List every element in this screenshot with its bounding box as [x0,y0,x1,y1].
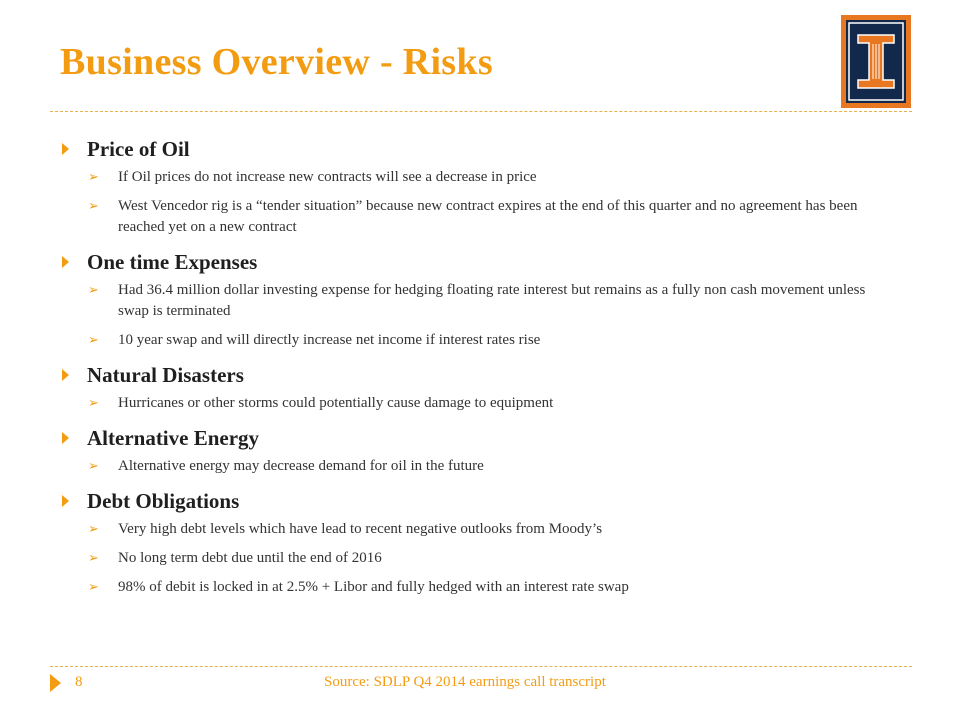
list-item-text: 10 year swap and will directly increase net income if interest rates rise [118,332,541,348]
university-logo-icon [841,15,911,108]
list-item [88,519,910,540]
triangle-bullet-icon [62,432,69,444]
section-heading [60,485,910,517]
list-item-text: Alternative energy may decrease demand for oil in the future [118,458,484,474]
section-alternative-energy [60,422,910,477]
chevron-right-icon: ➢ [88,333,99,348]
chevron-right-icon: ➢ [88,580,99,595]
list-item-text: Had 36.4 million dollar investing expense for hedging floating rate interest but remains as a fully non cash movement unless swap is terminated [118,282,866,319]
section-heading [60,133,910,165]
slide-content [60,133,910,606]
chevron-right-icon: ➢ [88,199,99,214]
chevron-right-icon: ➢ [88,522,99,537]
section-natural-disasters [60,359,910,414]
list-item [88,577,910,598]
chevron-right-icon: ➢ [88,551,99,566]
bottom-divider [50,666,912,667]
list-item-text: Very high debt levels which have lead to recent negative outlooks from Moody’s [118,521,603,537]
page-number: 8 [75,674,83,690]
list-item [88,393,910,414]
list-item [88,167,910,188]
list-item-text: If Oil prices do not increase new contracts will see a decrease in price [118,169,537,185]
triangle-bullet-icon [62,369,69,381]
heading-text: One time Expenses [87,249,258,274]
list-item [88,456,910,477]
chevron-right-icon: ➢ [88,396,99,411]
section-one-time-expenses [60,246,910,351]
top-divider [50,111,912,112]
heading-text: Price of Oil [87,136,190,161]
source-citation: Source: SDLP Q4 2014 earnings call transcript [324,674,606,690]
slide-title: Business Overview - Risks [60,41,493,83]
list-item [88,196,910,238]
section-heading [60,246,910,278]
list-item [88,330,910,351]
heading-text: Natural Disasters [87,362,244,387]
list-item-text: No long term debt due until the end of 2016 [118,550,382,566]
list-item [88,280,910,322]
section-debt-obligations [60,485,910,598]
triangle-bullet-icon [62,495,69,507]
list-item [88,548,910,569]
chevron-right-icon: ➢ [88,459,99,474]
footer-triangle-icon [50,674,61,692]
section-price-of-oil [60,133,910,238]
heading-text: Debt Obligations [87,488,240,513]
chevron-right-icon: ➢ [88,283,99,298]
list-item-text: 98% of debit is locked in at 2.5% + Libor and fully hedged with an interest rate swap [118,579,629,595]
section-heading [60,422,910,454]
heading-text: Alternative Energy [87,425,260,450]
chevron-right-icon: ➢ [88,170,99,185]
triangle-bullet-icon [62,143,69,155]
section-heading [60,359,910,391]
list-item-text: West Vencedor rig is a “tender situation” because new contract expires at the end of this quarter and no agreement has been reached yet on a new contract [118,198,858,235]
list-item-text: Hurricanes or other storms could potentially cause damage to equipment [118,395,554,411]
triangle-bullet-icon [62,256,69,268]
